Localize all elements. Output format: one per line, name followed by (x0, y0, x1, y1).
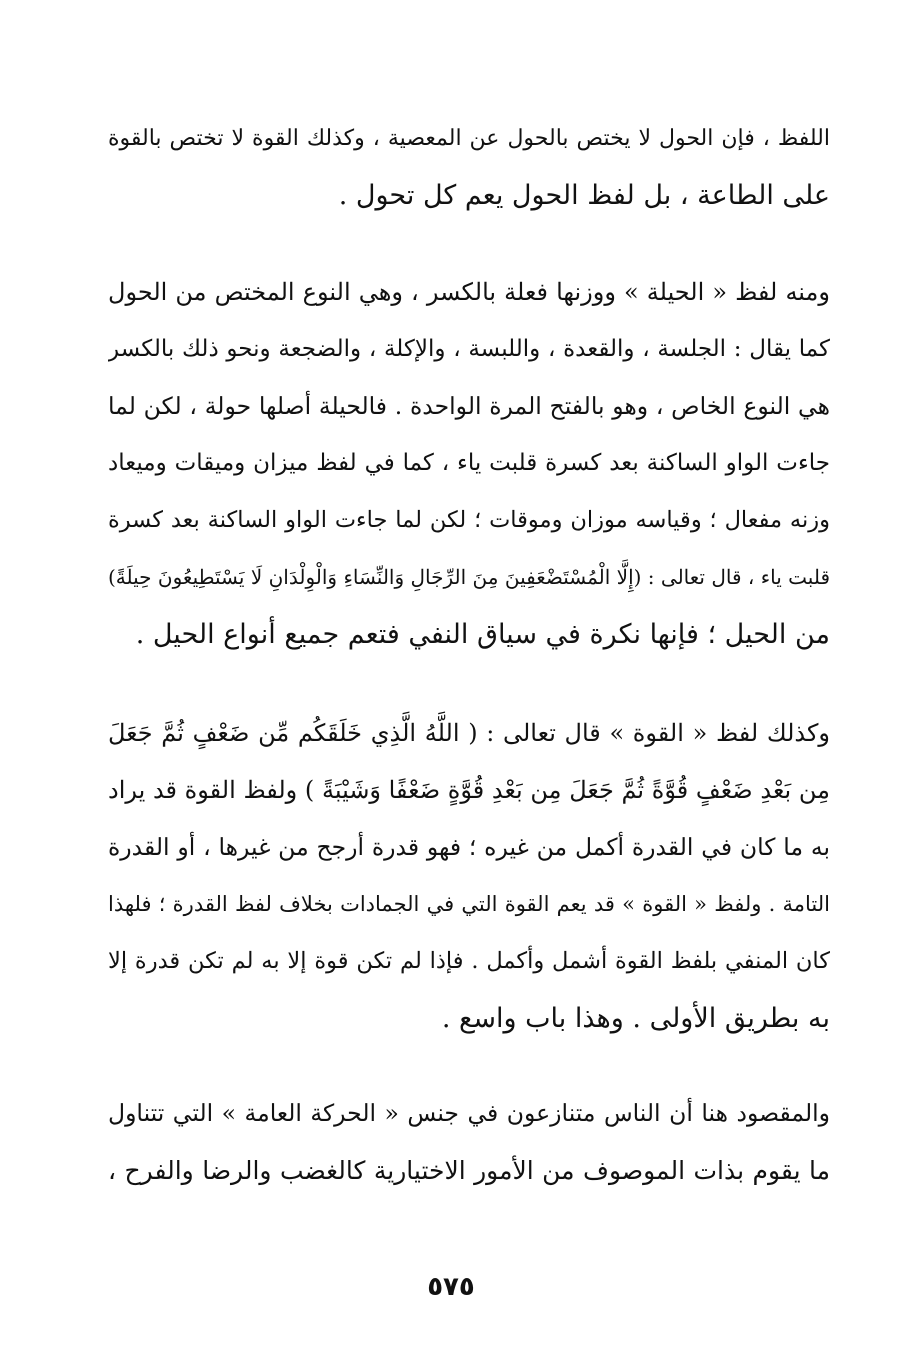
text-line-quran-verse: وكذلك لفظ « القوة » قال تعالى : ( اللَّهُ الَّذِي خَلَقَكُم مِّن ضَعْفٍ ثُمَّ جَعَلَ (108, 719, 830, 747)
paragraph-gap (108, 1047, 830, 1085)
paragraph-1 (108, 110, 830, 224)
text-line: على الطاعة ، بل لفظ الحول يعم كل تحول . (338, 180, 830, 211)
text-line: به ما كان في القدرة أكمل من غيره ؛ فهو قدرة أرجح من غيرها ، أو القدرة (108, 833, 830, 861)
text-line: وزنه مفعال ؛ وقياسه موزان وموقات ؛ لكن لما جاءت الواو الساكنة بعد كسرة (108, 507, 830, 533)
text-line: هي النوع الخاص ، وهو بالفتح المرة الواحدة . فالحيلة أصلها حولة ، لكن لما (108, 392, 830, 420)
text-line-quran-verse: قلبت ياء ، قال تعالى : (إِلَّا الْمُسْتَضْعَفِينَ مِنَ الرِّجَالِ وَالنِّسَاءِ وَالْوِلْدَانِ لَا يَسْتَطِيعُونَ حِيلَةً) (108, 565, 830, 589)
paragraph-4 (108, 1085, 830, 1199)
page-number: ٥٧٥ (427, 1272, 475, 1302)
text-line: كان المنفي بلفظ القوة أشمل وأكمل . فإذا لم تكن قوة إلا به لم تكن قدرة إلا (108, 948, 830, 974)
text-line: ما يقوم بذات الموصوف من الأمور الاختيارية كالغضب والرضا والفرح ، (108, 1156, 830, 1185)
page-body (108, 110, 830, 1199)
text-line: والمقصود هنا أن الناس متنازعون في جنس « الحركة العامة » التي تتناول (108, 1099, 830, 1127)
paragraph-3 (108, 705, 830, 1047)
paragraph-gap (108, 224, 830, 264)
paragraph-2 (108, 264, 830, 663)
text-line: التامة . ولفظ « القوة » قد يعم القوة التي في الجمادات بخلاف لفظ القدرة ؛ فلهذا (108, 892, 830, 916)
text-line: من الحيل ؛ فإنها نكرة في سياق النفي فتعم جميع أنواع الحيل . (135, 619, 830, 650)
text-line: اللفظ ، فإن الحول لا يختص بالحول عن المعصية ، وكذلك القوة لا تختص بالقوة (108, 126, 830, 151)
text-line: جاءت الواو الساكنة بعد كسرة قلبت ياء ، كما في لفظ ميزان وميقات وميعاد (108, 450, 830, 476)
text-line: به بطريق الأولى . وهذا باب واسع . (441, 1003, 830, 1034)
paragraph-gap (108, 663, 830, 705)
text-line: ومنه لفظ « الحيلة » ووزنها فعلة بالكسر ، وهي النوع المختص من الحول (108, 278, 830, 306)
text-line-quran-verse: مِن بَعْدِ ضَعْفٍ قُوَّةً ثُمَّ جَعَلَ مِن بَعْدِ قُوَّةٍ ضَعْفًا وَشَيْبَةً ) ولفظ القوة قد يراد (108, 776, 830, 804)
text-line: كما يقال : الجلسة ، والقعدة ، واللبسة ، والإكلة ، والضجعة ونحو ذلك بالكسر (108, 336, 830, 362)
